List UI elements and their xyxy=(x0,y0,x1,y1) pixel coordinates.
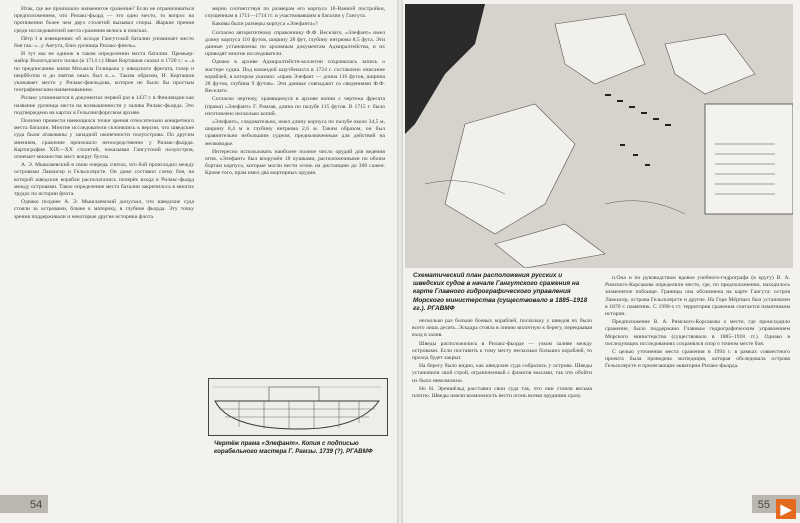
paragraph: Пётр I в извещениях об исходе Гангутской баталии упоминает место боя так: «...у Ангута, близ урочища Рилакс-фиель». xyxy=(14,35,194,50)
paragraph: Однако позднее А. Э. Мышлаевский допускал, что шведские суда стояли за островами, ближе к материку, в глубине фьорда. Эту точку зрения поддерживали и некоторые другие историки флота. xyxy=(14,199,194,220)
paragraph: Рилакс упоминается в документах первой раз в 1437 г. в Финляндии как название урочища места на возвышенности у залива Рилакс-фьорда. Это подтверждено на картах в Гельсингфорсском архиве. xyxy=(14,95,194,116)
paragraph: С целью уточнения места сражения в 1994 г. в рамках совместного проекта была проведена экспедиция, которая обследовала острова Гельсклерсте и прилегающие акватории Рилакс-фьорда. xyxy=(605,349,790,370)
paragraph: Но Н. Эреншёльд расставил свои суда так, что они стояли весьма плотно. Шведы имели возможность вести огонь всеми орудиями сразу. xyxy=(412,385,592,400)
paragraph: мерно соответствуя по размерам его корпуса 1б-Ванной постройки, спущенным в 1711—1714 гг. и участвовавшим в баталии у Гангута. xyxy=(205,6,385,20)
page-number-right: 55 xyxy=(757,499,770,511)
next-page-icon[interactable]: ▶ xyxy=(776,499,796,519)
book-gutter xyxy=(397,0,403,523)
paragraph: Каковы были размеры корпуса «Элефанта»? xyxy=(212,21,318,28)
paragraph: А. Э. Мышлаевский в свою очередь считал, что бой происходил между островами Лаккисер и Гельсклерсте. Он даже составил схему боя, на которой шведские корабли располагались поперёк входа в Рилакс-фьорд между островами. Такое определение места баталии закрепилось в многих трудах по истории флота. xyxy=(14,162,194,198)
paragraph: несколько раз больше боевых кораблей, поскольку у шведов их было всего лишь десять. Эскадра стояла в линию вплотную к берегу, перекрывая вход в залив. xyxy=(412,318,592,339)
left-column-1 xyxy=(14,6,194,486)
paragraph: Согласно авторитетному справочнику Ф.Ф. Веселаго, «Элефант» имел длину корпуса 116 футов, ширину 28 фут, глубину интрюма 8,5 фута. Эти данные установлены по архивным документам Адмиралтейства, и их приводят многие исследователи. xyxy=(205,29,385,58)
paragraph: Интересно использовать наиболее полное число орудий для ведения огня. «Элефант» был вооружён 18 пушками, расположенными по обоим бортам корпуса, которые могли вести огонь на дистанцию до 300 сажен. Кроме того, прам имел два мортирных орудия. xyxy=(205,148,385,177)
paragraph: Итак, где же произошло знаменитое сражение? Если не ограничиваться предположением, что Рилакс-фьорд — это одно место, то вопрос на протяжении более чем двух столетий вызывал споры. Жаркие прения среди исследователей места сражения велись в поисках. xyxy=(14,6,194,34)
left-column-2 xyxy=(205,6,385,376)
battle-map-svg xyxy=(405,4,793,268)
paragraph: «Элефант», следовательно, имел длину корпуса по палубе около 34,5 м, ширину 8,4 м и глубину интрюма 2,6 м. Таким образом, он был сравнительно небольшим судном, предназначенным для действий на мелководье. xyxy=(205,119,385,147)
paragraph: п.Она и по руководством вдовое учебного-гидрографа (в кругу) В. А. Римского-Корсакова определили место, где, по предположению, находилось знаменитое побоище. Границы она обозначена на карте Гангута: остров Лаккисер, острова Гельсклерсте и другие. На Горе Мёртвых был установлен в 1870 г. памятник. С 1990-х гг. территория сражения считается памятником истории. xyxy=(605,275,790,318)
ship-drawing-svg xyxy=(209,379,387,435)
paragraph: И тут мы не одинок в таком определении места баталии. Премьер-майор Вологодского полка (в 1714 г.) Иван Корташов сказал в 1720 г.: «...а по предписанию князя Михаила Голицына у шведского фрегата, галер и шербботов и до взятия оных был я...». Таким образом, И. Корташов указывает место у Рилакс-фиельдова, которое не было бы простым географическим наименованием. xyxy=(14,51,194,94)
ship-drawing xyxy=(208,378,388,436)
paragraph: Однако в архиве Адмиралтейств-коллегии сохранилась запись о мастере судна. Под командой шаутбенахта в 1724 г. составлено описание кораблей, в котором указано: «прам Элефант — длина 116 футов, ширина 28 футов, глубина 9 футов». Эти данные совпадают со сведениями Ф.Ф. Веселаго. xyxy=(205,59,385,95)
battle-map xyxy=(405,4,793,268)
right-column-2 xyxy=(605,275,790,510)
page-number-left: 54 xyxy=(30,499,43,511)
paragraph: На берегу было видно, как шведские суда собрались у острова. Шведы установили свой строй, ограниченный с флангов мысами, так что обойти их было невозможно. xyxy=(412,363,592,384)
right-column-1 xyxy=(412,318,592,513)
figure-caption: Чертёж прама «Элефант». Копия с подписью корабельного мастера Г. Рамзы. 1739 (?). РГАВМФ xyxy=(214,440,373,455)
paragraph: Шведы расположились в Рилакс-фьорде — узком заливе между островами. Если поставить к тому месту несколько больших кораблей, то проход будет закрыт. xyxy=(412,340,592,362)
paragraph: Предположение В. А. Римского-Корсакова о месте, где происходило сражение, было поддержано Главным гидрографическим управлением Морского министерства (существовало в 1885–1918 гг.). Однако в последующих исследованиях сохранялся спор о точном месте боя. xyxy=(605,319,790,347)
paragraph: Полезно принести имеющихся точки зрения относительно конкретного места баталии. Многие исследователи склонялись к версии, что шведские суда были атакованы у западной оконечности полуострова. По другим мнениям, сражение произошло непосредственно у Рилакс-фьорда. Картография XIX—XX столетий, показывая Гангутский полуостров, отмечает множество мест вокруг бухты. xyxy=(14,118,194,161)
paragraph: Согласно чертежу, хранящемуся в архиве копии с чертежа фрегата (прама) «Элефант» Г. Рамзая, длина по палубе 115 футов. В 1715 г. было изготовлено несколько копий. xyxy=(205,96,385,117)
map-caption: Схематический план расположения русских и шведских судов в начале Гангутского сражения на карте Главного гидрографического управления Морского министерства (существовало в 1885–1918 гг.). РГАВМФ xyxy=(413,272,588,312)
